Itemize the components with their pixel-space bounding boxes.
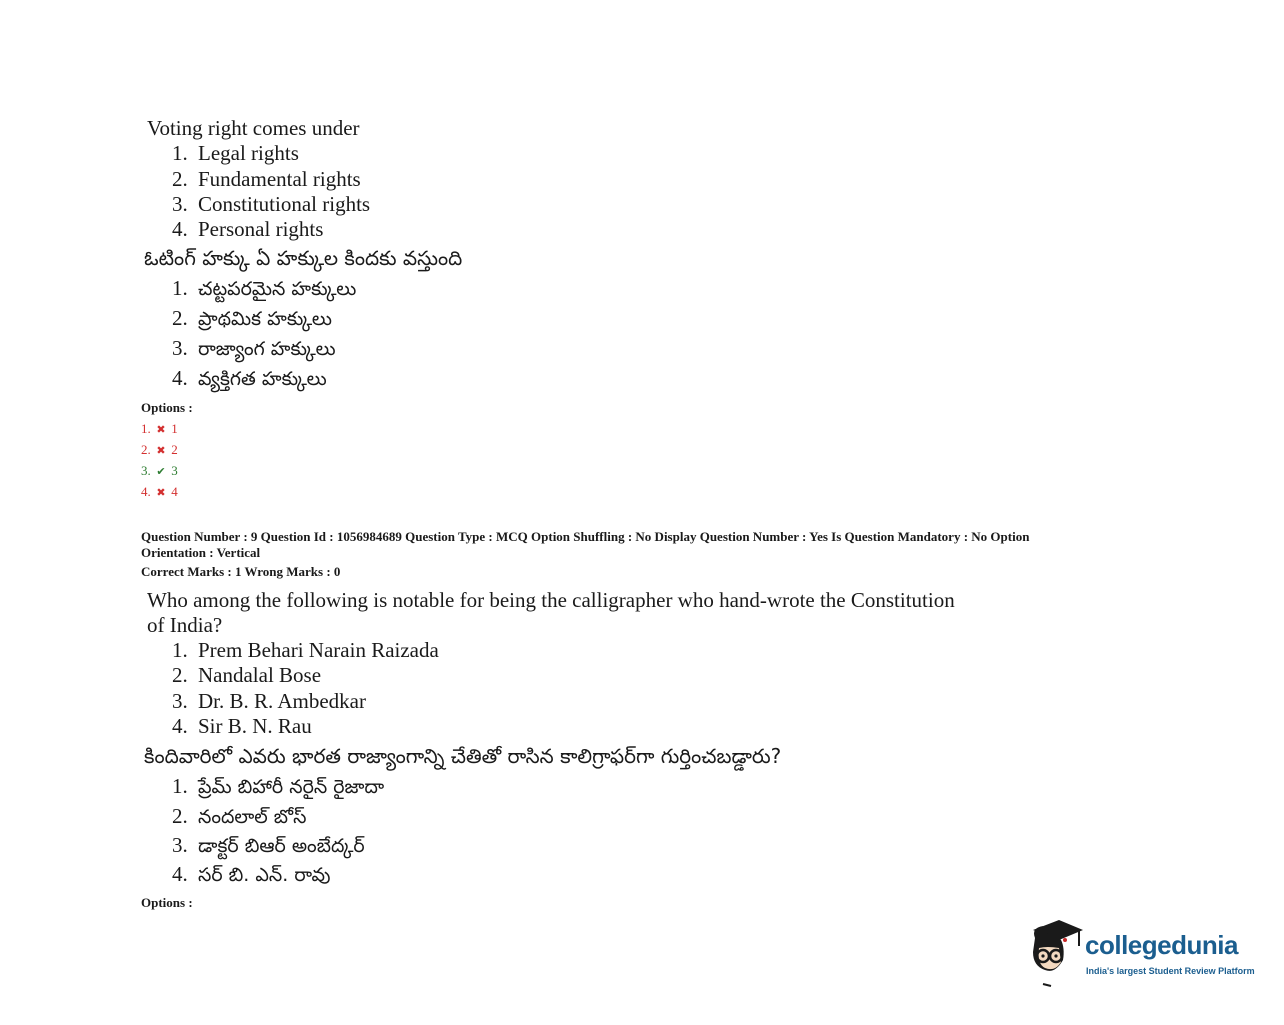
q2-option-te-1: 1. ప్రేమ్ బిహారీ నరైన్ రైజాదా <box>172 774 385 798</box>
logo-tagline: India's largest Student Review Platform <box>1086 966 1255 976</box>
q2-option-en-1: 1. Prem Behari Narain Raizada <box>172 638 439 662</box>
wrong-icon: ✖ <box>156 445 166 457</box>
q2-option-en-3: 3. Dr. B. R. Ambedkar <box>172 689 366 713</box>
q1-option-en-3: 3. Constitutional rights <box>172 192 371 216</box>
q1-question-te: ఓటింగ్ హక్కు ఏ హక్కుల కిందకు వస్తుంది <box>144 246 463 270</box>
q1-answer-3: 3. ✔ 3 <box>141 463 178 478</box>
q1-option-te-1: 1. చట్టపరమైన హక్కులు <box>172 276 357 300</box>
q1-option-en-2: 2. Fundamental rights <box>172 167 361 191</box>
q2-option-en-4: 4. Sir B. N. Rau <box>172 714 312 738</box>
wrong-icon: ✖ <box>156 424 166 436</box>
mascot-icon <box>1025 918 1083 988</box>
collegedunia-logo <box>1025 918 1260 988</box>
q1-option-te-3: 3. రాజ్యాంగ హక్కులు <box>172 336 336 360</box>
q2-meta-line1: Question Number : 9 Question Id : 1056984689 Question Type : MCQ Option Shuffling : No Display Question Number : Yes Is Question Mandatory : No Option <box>141 529 1030 544</box>
q2-meta-line2: Orientation : Vertical <box>141 545 261 560</box>
q1-option-en-1: 1. Legal rights <box>172 141 299 165</box>
q2-option-te-2: 2. నందలాల్ బోస్ <box>172 804 307 828</box>
q2-option-te-3: 3. డాక్టర్ బిఆర్ అంబేద్కర్ <box>172 833 365 857</box>
q2-question-en-line2: of India? <box>147 613 223 637</box>
q1-option-en-4: 4. Personal rights <box>172 217 324 241</box>
wrong-icon: ✖ <box>156 487 166 499</box>
q2-marks: Correct Marks : 1 Wrong Marks : 0 <box>141 564 341 579</box>
q1-options-label: Options : <box>141 400 193 415</box>
q1-option-te-4: 4. వ్యక్తిగత హక్కులు <box>172 366 327 390</box>
q2-question-te: కిందివారిలో ఎవరు భారత రాజ్యాంగాన్ని చేతితో రాసిన కాలిగ్రాఫర్‌గా గుర్తించబడ్డారు? <box>144 744 782 768</box>
correct-check-icon: ✔ <box>156 466 166 478</box>
q1-question-en: Voting right comes under <box>147 116 360 140</box>
q1-option-te-2: 2. ప్రాథమిక హక్కులు <box>172 306 332 330</box>
q2-options-label: Options : <box>141 895 193 910</box>
q2-option-te-4: 4. సర్ బి. ఎన్. రావు <box>172 862 331 886</box>
logo-name: collegedunia <box>1085 930 1238 960</box>
q1-answer-4: 4. ✖ 4 <box>141 484 178 499</box>
q2-question-en-line1: Who among the following is notable for being the calligrapher who hand-wrote the Constitution <box>147 588 955 612</box>
q1-answer-2: 2. ✖ 2 <box>141 442 178 457</box>
q2-option-en-2: 2. Nandalal Bose <box>172 663 322 687</box>
q1-answer-1: 1. ✖ 1 <box>141 421 178 436</box>
